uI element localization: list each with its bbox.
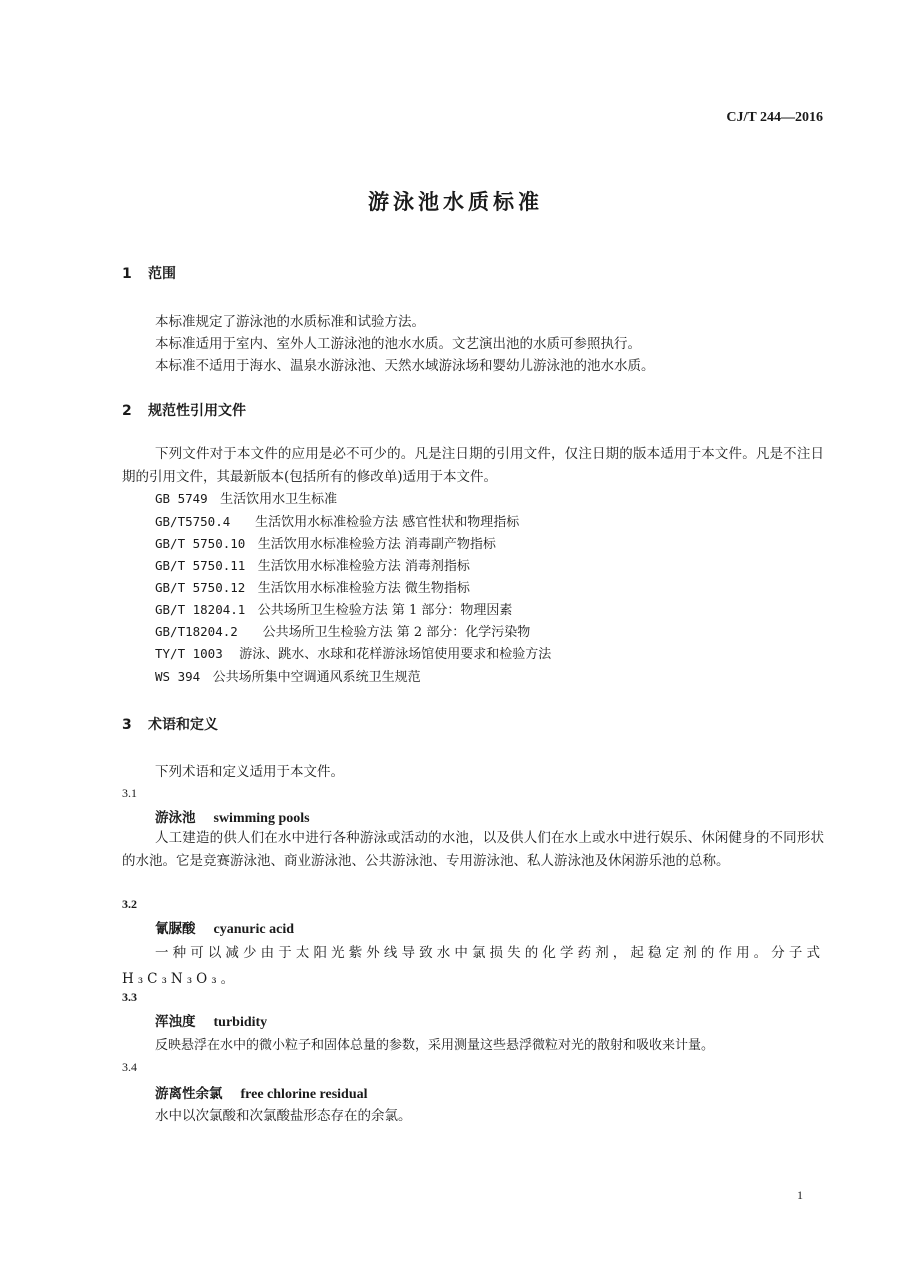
reference-title: 游泳、跳水、水球和花样游泳场馆使用要求和检验方法	[239, 647, 552, 662]
reference-title: 生活饮用水卫生标准	[220, 492, 338, 507]
reference-code: GB/T 18204.1	[155, 602, 246, 617]
reference-title: 生活饮用水标准检验方法 感官性状和物理指标	[255, 515, 520, 530]
reference-item	[155, 555, 470, 574]
term-definition: 一种可以减少由于太阳光紫外线导致水中氯损失的化学药剂，起稳定剂的作用。分子式 H₃C₃N₃O₃。	[122, 945, 824, 987]
term-number: 3.4	[122, 1060, 137, 1074]
scope-paragraph: 本标准规定了游泳池的水质标准和试验方法。	[155, 314, 425, 330]
reference-code: GB/T 5750.10	[155, 536, 246, 551]
reference-item	[155, 621, 530, 640]
term-definition: 水中以次氯酸和次氯酸盐形态存在的余氯。	[155, 1108, 412, 1124]
reference-title: 公共场所卫生检验方法 第 1 部分：物理因素	[257, 603, 513, 618]
terms-intro: 下列术语和定义适用于本文件。	[155, 764, 344, 780]
reference-code: GB/T 5750.12	[155, 580, 246, 595]
section-number: 1	[122, 266, 132, 282]
scope-paragraph: 本标准不适用于海水、温泉水游泳池、天然水域游泳场和婴幼儿游泳池的池水水质。	[155, 358, 655, 374]
reference-code: GB/T18204.2	[155, 624, 238, 639]
term-chinese: 氰脲酸	[155, 921, 196, 937]
reference-code: GB 5749	[155, 491, 208, 506]
term-english: free chlorine residual	[240, 1087, 368, 1102]
section-title: 规范性引用文件	[148, 403, 246, 419]
reference-title: 生活饮用水标准检验方法 消毒副产物指标	[257, 537, 496, 552]
section-2-heading	[122, 400, 246, 420]
reference-code: GB/T5750.4	[155, 514, 231, 529]
term-definition: 人工建造的供人们在水中进行各种游泳或活动的水池，以及供人们在水上或水中进行娱乐、休闲健身的不同形状的水池。它是竞赛游泳池、商业游泳池、公共游泳池、专用游泳池、私人游泳池及休闲游乐池的总称。	[122, 830, 824, 869]
section-1-heading	[122, 263, 176, 283]
reference-item	[155, 643, 551, 662]
reference-code: WS 394	[155, 669, 201, 684]
reference-item	[155, 488, 337, 507]
references-intro: 下列文件对于本文件的应用是必不可少的。凡是注日期的引用文件，仅注日期的版本适用于本文件。凡是不注日期的引用文件，其最新版本(包括所有的修改单)适用于本文件。	[122, 446, 824, 485]
reference-title: 公共场所卫生检验方法 第 2 部分：化学污染物	[262, 625, 531, 640]
term-chinese: 游离性余氯	[155, 1086, 223, 1102]
term-chinese: 浑浊度	[155, 1014, 196, 1030]
document-title: 游泳池水质标准	[368, 190, 543, 214]
reference-item	[155, 577, 470, 596]
term-english: swimming pools	[213, 811, 310, 826]
term-heading	[155, 806, 310, 827]
section-number: 2	[122, 403, 132, 419]
reference-item	[155, 533, 496, 552]
section-title: 术语和定义	[148, 717, 218, 733]
term-chinese: 游泳池	[155, 810, 196, 826]
section-number: 3	[122, 717, 132, 733]
term-definition: 反映悬浮在水中的微小粒子和固体总量的参数，采用测量这些悬浮微粒对光的散射和吸收来计量。	[155, 1038, 715, 1053]
term-number: 3.1	[122, 786, 137, 800]
term-heading	[155, 917, 294, 938]
reference-item	[155, 599, 512, 618]
page-number: 1	[797, 1188, 803, 1202]
reference-title: 生活饮用水标准检验方法 微生物指标	[257, 581, 470, 596]
reference-code: GB/T 5750.11	[155, 558, 246, 573]
term-number: 3.2	[122, 897, 137, 911]
reference-item	[155, 666, 421, 685]
scope-paragraph: 本标准适用于室内、室外人工游泳池的池水水质。文艺演出池的水质可参照执行。	[155, 336, 641, 352]
standard-code: CJ/T 244—2016	[726, 110, 823, 125]
term-number: 3.3	[122, 990, 137, 1004]
reference-code: TY/T 1003	[155, 646, 223, 661]
term-english: cyanuric acid	[213, 922, 294, 937]
term-heading	[155, 1082, 368, 1103]
reference-item	[155, 511, 519, 530]
term-english: turbidity	[213, 1015, 268, 1030]
reference-title: 公共场所集中空调通风系统卫生规范	[212, 670, 421, 685]
reference-title: 生活饮用水标准检验方法 消毒剂指标	[257, 559, 470, 574]
term-heading	[155, 1010, 267, 1031]
section-3-heading	[122, 714, 218, 734]
section-title: 范围	[148, 266, 176, 282]
